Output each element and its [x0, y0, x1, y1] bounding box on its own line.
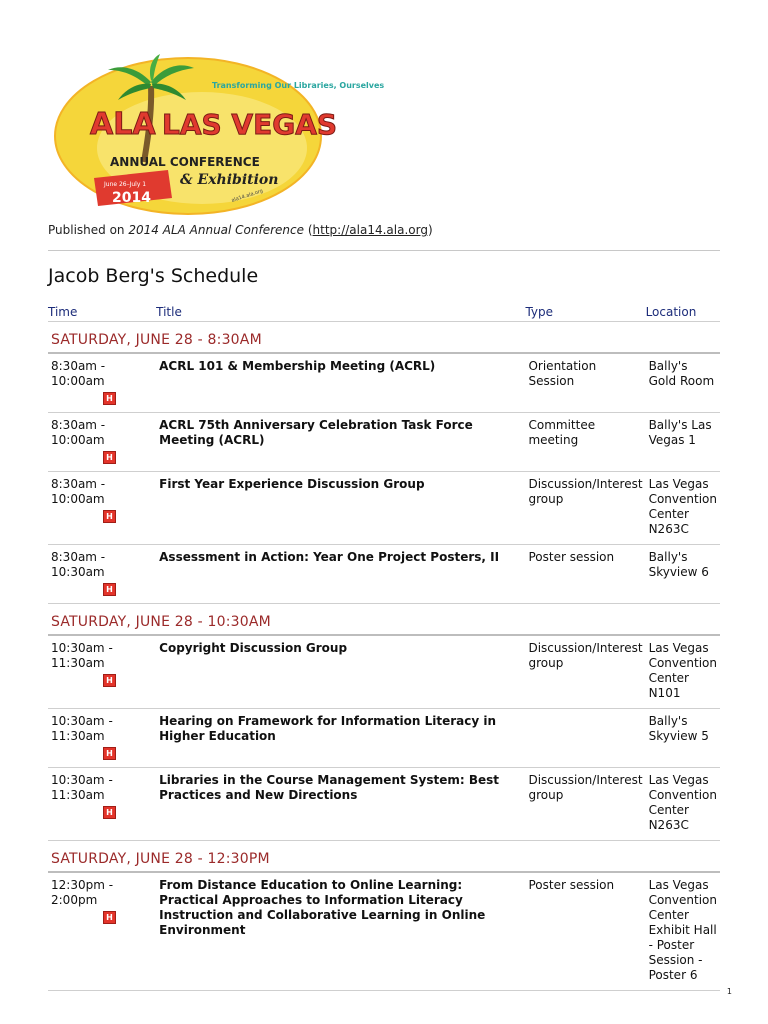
highlight-h-icon[interactable]: H	[103, 451, 116, 464]
logo-ala: ALA	[90, 107, 156, 142]
group-heading: SATURDAY, JUNE 28 - 10:30AM	[48, 604, 720, 636]
ala-las-vegas-logo	[52, 52, 385, 218]
table-row	[48, 872, 720, 991]
group-heading-row	[48, 604, 720, 636]
session-type: Orientation Session	[525, 353, 645, 413]
highlight-h-icon[interactable]: H	[103, 583, 116, 596]
table-row	[48, 472, 720, 545]
page-title: Jacob Berg's Schedule	[48, 265, 259, 287]
highlight-h-icon[interactable]: H	[103, 392, 116, 405]
published-line	[48, 223, 433, 237]
session-type	[525, 709, 645, 768]
session-type: Discussion/Interest group	[525, 768, 645, 841]
session-time	[48, 635, 156, 709]
highlight-h-icon[interactable]: H	[103, 911, 116, 924]
header-divider	[48, 250, 720, 251]
session-location: Bally's Skyview 6	[646, 545, 720, 604]
session-title: Assessment in Action: Year One Project Posters, II	[156, 545, 525, 604]
session-time	[48, 413, 156, 472]
table-row	[48, 768, 720, 841]
session-time-text: 10:30am - 11:30am	[51, 773, 113, 802]
session-time	[48, 709, 156, 768]
table-row	[48, 353, 720, 413]
session-title: First Year Experience Discussion Group	[156, 472, 525, 545]
session-title: Libraries in the Course Management System: Best Practices and New Directions	[156, 768, 525, 841]
session-location: Las Vegas Convention Center N263C	[646, 472, 720, 545]
group-heading-row	[48, 841, 720, 873]
logo-dates: June 26–July 1	[104, 181, 147, 188]
session-location: Las Vegas Convention Center Exhibit Hall - Poster Session - Poster 6	[646, 872, 720, 991]
session-time-text: 10:30am - 11:30am	[51, 714, 113, 743]
table-row	[48, 545, 720, 604]
highlight-h-icon[interactable]: H	[103, 806, 116, 819]
session-time	[48, 472, 156, 545]
logo-hashtag: ala14.ala.org	[230, 188, 264, 204]
highlight-h-icon[interactable]: H	[103, 747, 116, 760]
session-time-text: 10:30am - 11:30am	[51, 641, 113, 670]
session-time	[48, 353, 156, 413]
highlight-h-icon[interactable]: H	[103, 674, 116, 687]
session-location: Bally's Gold Room	[646, 353, 720, 413]
column-header-title: Title	[156, 302, 525, 322]
session-time-text: 8:30am - 10:00am	[51, 477, 106, 506]
column-header-location: Location	[646, 302, 720, 322]
session-time	[48, 545, 156, 604]
logo-tagline-1: Transforming Our Libraries, Ourselves	[212, 81, 385, 90]
group-heading: SATURDAY, JUNE 28 - 12:30PM	[48, 841, 720, 873]
session-title: Copyright Discussion Group	[156, 635, 525, 709]
session-title: ACRL 75th Anniversary Celebration Task Force Meeting (ACRL)	[156, 413, 525, 472]
logo-annual-conference: ANNUAL CONFERENCE	[110, 155, 260, 169]
session-location: Bally's Skyview 5	[646, 709, 720, 768]
session-type: Poster session	[525, 872, 645, 991]
session-type: Poster session	[525, 545, 645, 604]
session-title: Hearing on Framework for Information Literacy in Higher Education	[156, 709, 525, 768]
session-time	[48, 768, 156, 841]
session-location: Las Vegas Convention Center N101	[646, 635, 720, 709]
session-type: Committee meeting	[525, 413, 645, 472]
table-row	[48, 709, 720, 768]
table-header-row	[48, 302, 720, 322]
session-title: ACRL 101 & Membership Meeting (ACRL)	[156, 353, 525, 413]
session-time-text: 12:30pm - 2:00pm	[51, 878, 114, 907]
session-type: Discussion/Interest group	[525, 635, 645, 709]
published-site: 2014 ALA Annual Conference	[128, 223, 305, 237]
highlight-h-icon[interactable]: H	[103, 510, 116, 523]
schedule-table	[48, 302, 720, 991]
column-header-time: Time	[48, 302, 156, 322]
published-url-open: (	[307, 223, 313, 237]
published-url-link[interactable]: http://ala14.ala.org	[312, 223, 428, 237]
session-type: Discussion/Interest group	[525, 472, 645, 545]
session-location: Bally's Las Vegas 1	[646, 413, 720, 472]
logo-exhibition: & Exhibition	[180, 172, 279, 188]
logo-year: 2014	[112, 190, 151, 206]
session-time	[48, 872, 156, 991]
session-time-text: 8:30am - 10:00am	[51, 359, 106, 388]
session-location: Las Vegas Convention Center N263C	[646, 768, 720, 841]
logo-las-vegas: LAS VEGAS	[162, 108, 338, 141]
session-time-text: 8:30am - 10:30am	[51, 550, 106, 579]
table-row	[48, 635, 720, 709]
table-row	[48, 413, 720, 472]
page-number: 1	[726, 987, 732, 996]
published-prefix: Published on	[48, 223, 125, 237]
session-title: From Distance Education to Online Learning: Practical Approaches to Information Literacy Instruction and Collaborative Learning in Online Environment	[156, 872, 525, 991]
session-time-text: 8:30am - 10:00am	[51, 418, 106, 447]
column-header-type: Type	[525, 302, 645, 322]
group-heading-row	[48, 322, 720, 354]
published-url-close: )	[427, 223, 433, 237]
group-heading: SATURDAY, JUNE 28 - 8:30AM	[48, 322, 720, 354]
